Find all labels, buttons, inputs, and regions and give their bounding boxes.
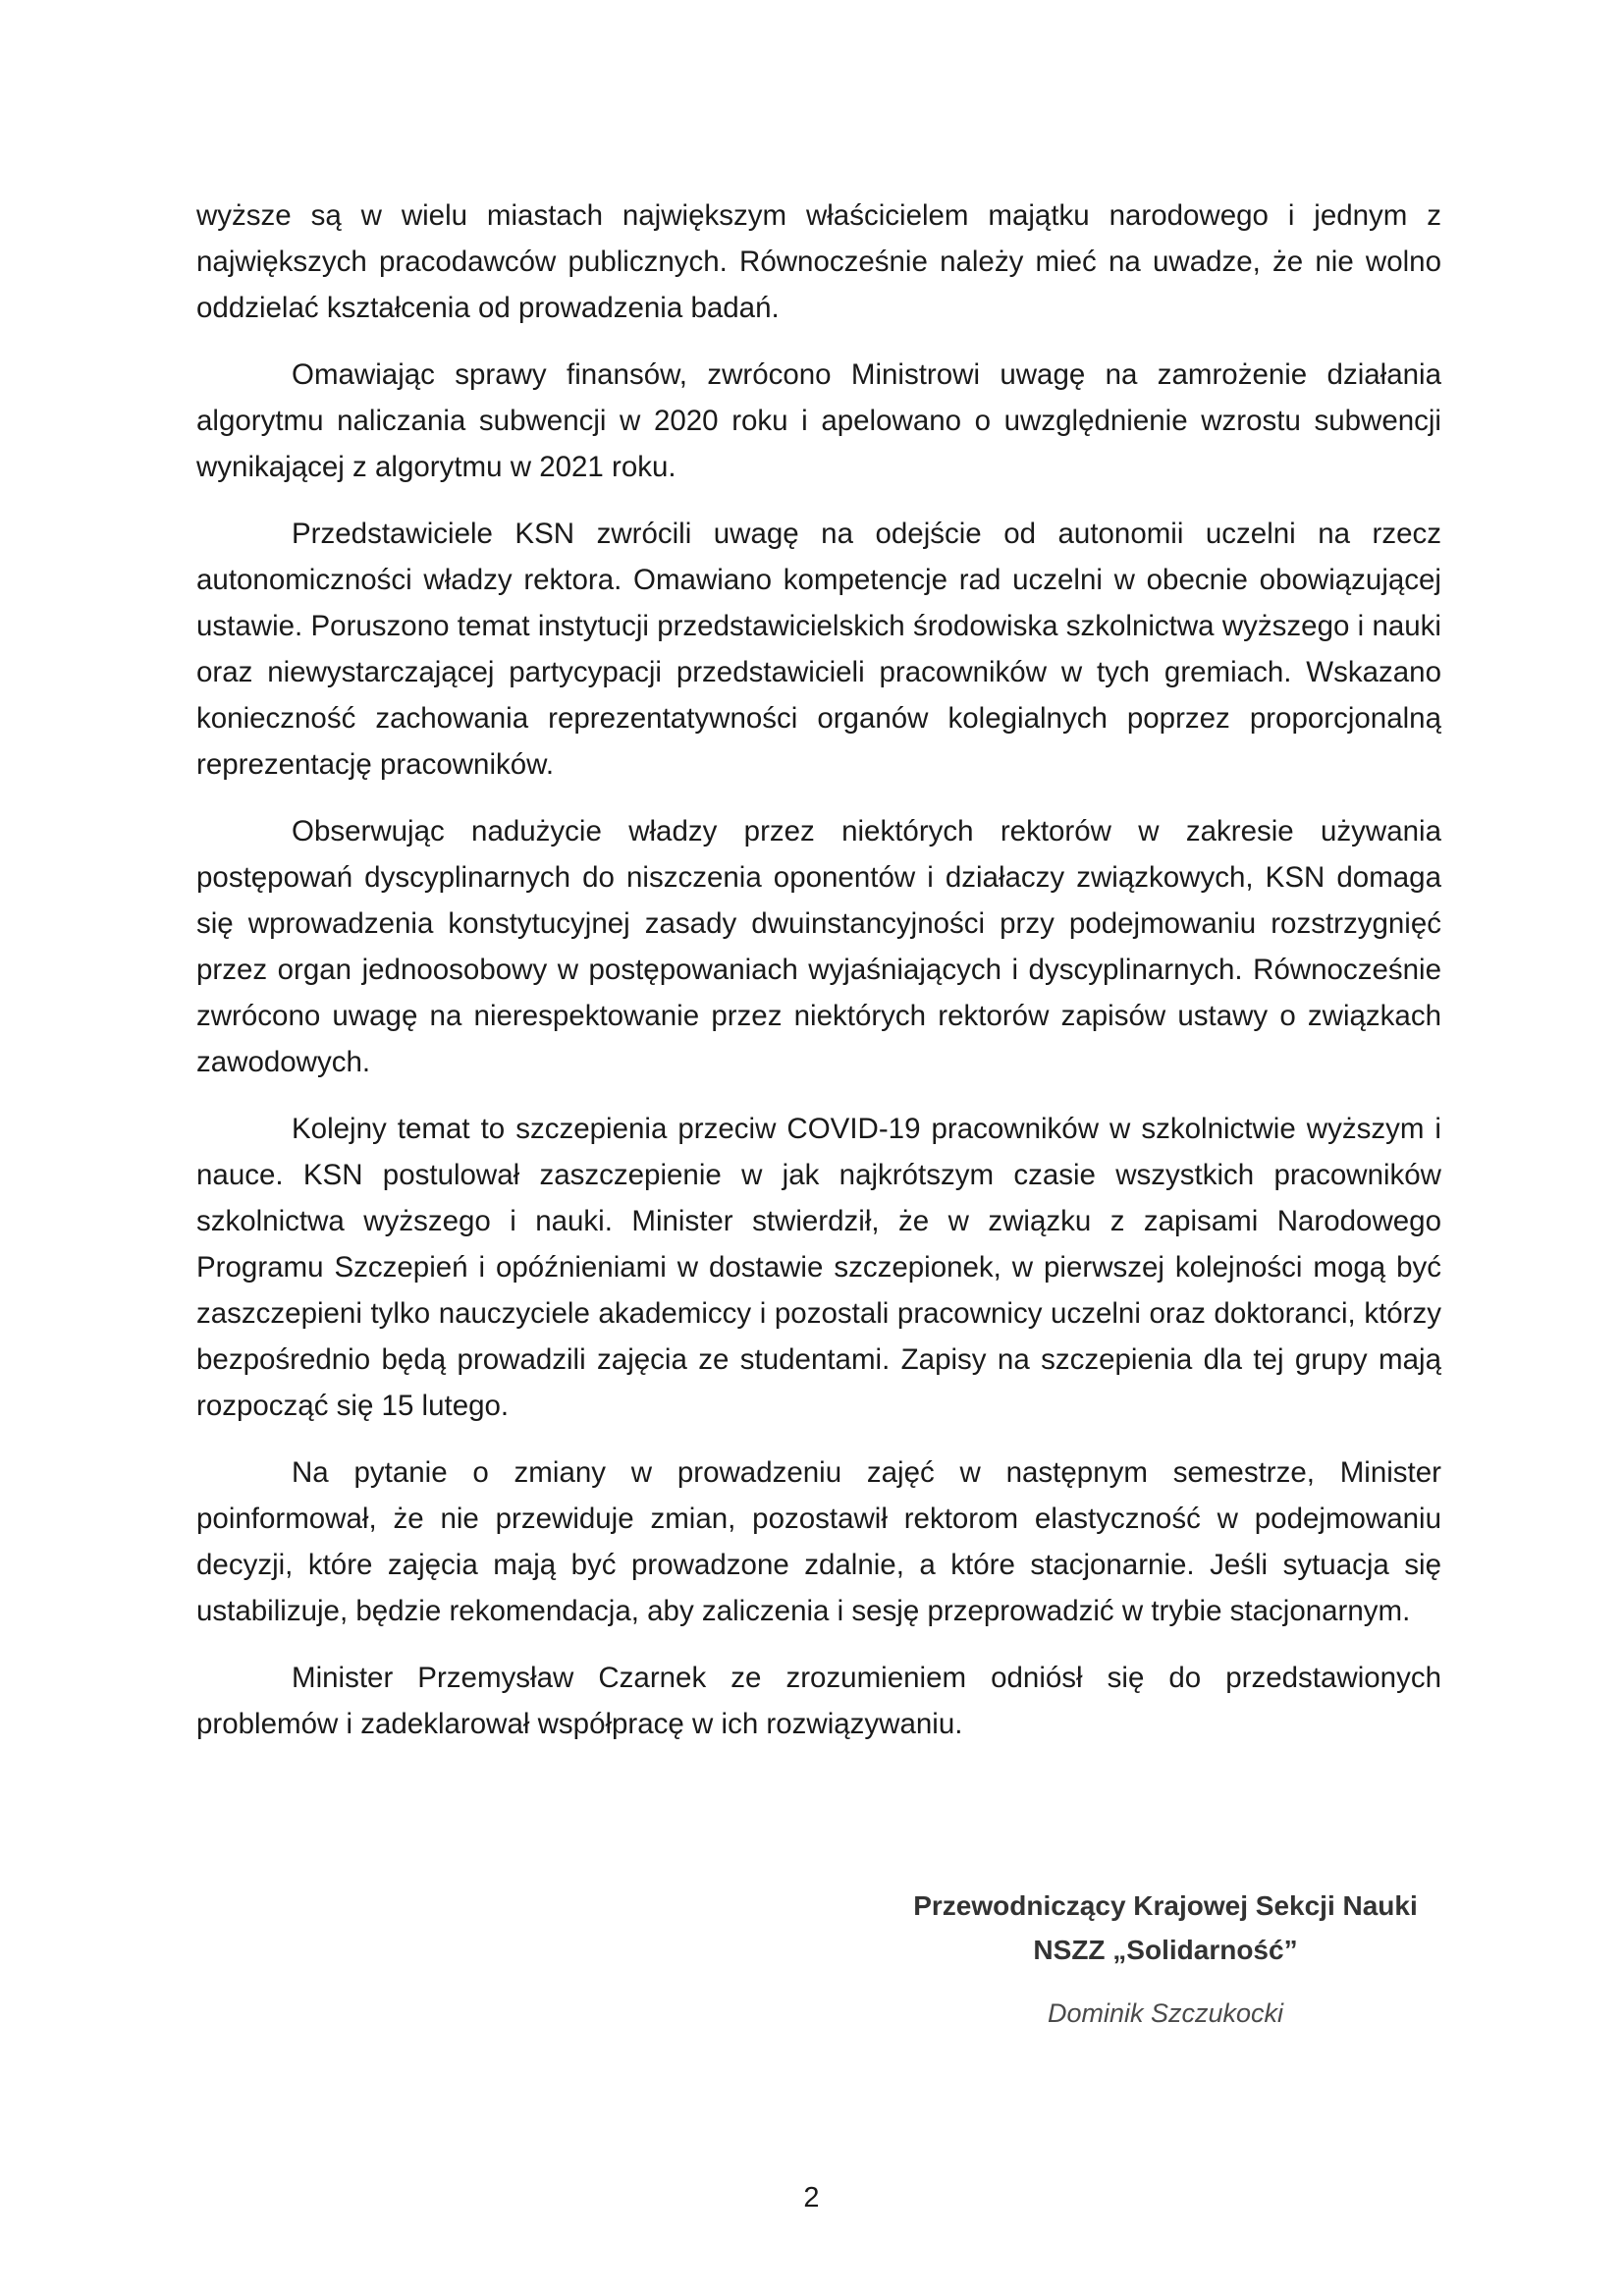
signature-block xyxy=(884,1884,1447,1972)
letter-body xyxy=(196,192,1441,1768)
paragraph-continuation: wyższe są w wielu miastach największym właścicielem majątku narodowego i jednym z największych pracodawców publicznych. Równocześnie należy mieć na uwadze, że nie wolno oddzielać kształcenia od prowadzenia badań. xyxy=(196,199,1441,324)
paragraph-disciplinary: Obserwując nadużycie władzy przez niektórych rektorów w zakresie używania postępowań dyscyplinarnych do niszczenia oponentów i działaczy związkowych, KSN domaga się wprowadzenia konstytucyjnej zasady dwuinstancyjności przy podejmowaniu rozstrzygnięć przez organ jednoosobowy w postępowaniach wyjaśniających i dyscyplinarnych. Równocześnie zwrócono uwagę na nierespektowanie przez niektórych rektorów zapisów ustawy o związkach zawodowych. xyxy=(196,815,1441,1078)
page-number: 2 xyxy=(803,2182,820,2214)
paragraph-classes: Na pytanie o zmiany w prowadzeniu zajęć w następnym semestrze, Minister poinformował, że nie przewiduje zmian, pozostawił rektorom elastyczność w podejmowaniu decyzji, które zajęcia mają być prowadzone zdalnie, a które stacjonarnie. Jeśli sytuacja się ustabilizuje, będzie rekomendacja, aby zaliczenia i sesję przeprowadzić w trybie stacjonarnym. xyxy=(196,1456,1441,1627)
paragraph-closing: Minister Przemysław Czarnek ze zrozumieniem odniósł się do przedstawionych problemów i zadeklarował współpracę w ich rozwiązywaniu. xyxy=(196,1662,1441,1740)
paragraph-autonomy: Przedstawiciele KSN zwrócili uwagę na odejście od autonomii uczelni na rzecz autonomiczności władzy rektora. Omawiano kompetencje rad uczelni w obecnie obowiązującej ustawie. Poruszono temat instytucji przedstawicielskich środowiska szkolnictwa wyższego i nauki oraz niewystarczającej partycypacji przedstawicieli pracowników w tych gremiach. Wskazano konieczność zachowania reprezentatywności organów kolegialnych poprzez proporcjonalną reprezentację pracowników. xyxy=(196,518,1441,781)
paragraph-finances: Omawiając sprawy finansów, zwrócono Ministrowi uwagę na zamrożenie działania algorytmu naliczania subwencji w 2020 roku i apelowano o uwzględnienie wzrostu subwencji wynikającej z algorytmu w 2021 roku. xyxy=(196,358,1441,483)
signature-title-line1: Przewodniczący Krajowej Sekcji Nauki xyxy=(913,1890,1418,1921)
paragraph-vaccination: Kolejny temat to szczepienia przeciw COVID-19 pracowników w szkolnictwie wyższym i nauce. KSN postulował zaszczepienie w jak najkrótszym czasie wszystkich pracowników szkolnictwa wyższego i nauki. Minister stwierdził, że w związku z zapisami Narodowego Programu Szczepień i opóźnieniami w dostawie szczepionek, w pierwszej kolejności mogą być zaszczepieni tylko nauczyciele akademiccy i pozostali pracownicy uczelni oraz doktoranci, którzy bezpośrednio będą prowadzili zajęcia ze studentami. Zapisy na szczepienia dla tej grupy mają rozpocząć się 15 lutego. xyxy=(196,1113,1441,1422)
signature-name: Dominik Szczukocki xyxy=(1047,1998,1284,2028)
signature-title-line2: NSZZ „Solidarność” xyxy=(1033,1935,1298,1965)
